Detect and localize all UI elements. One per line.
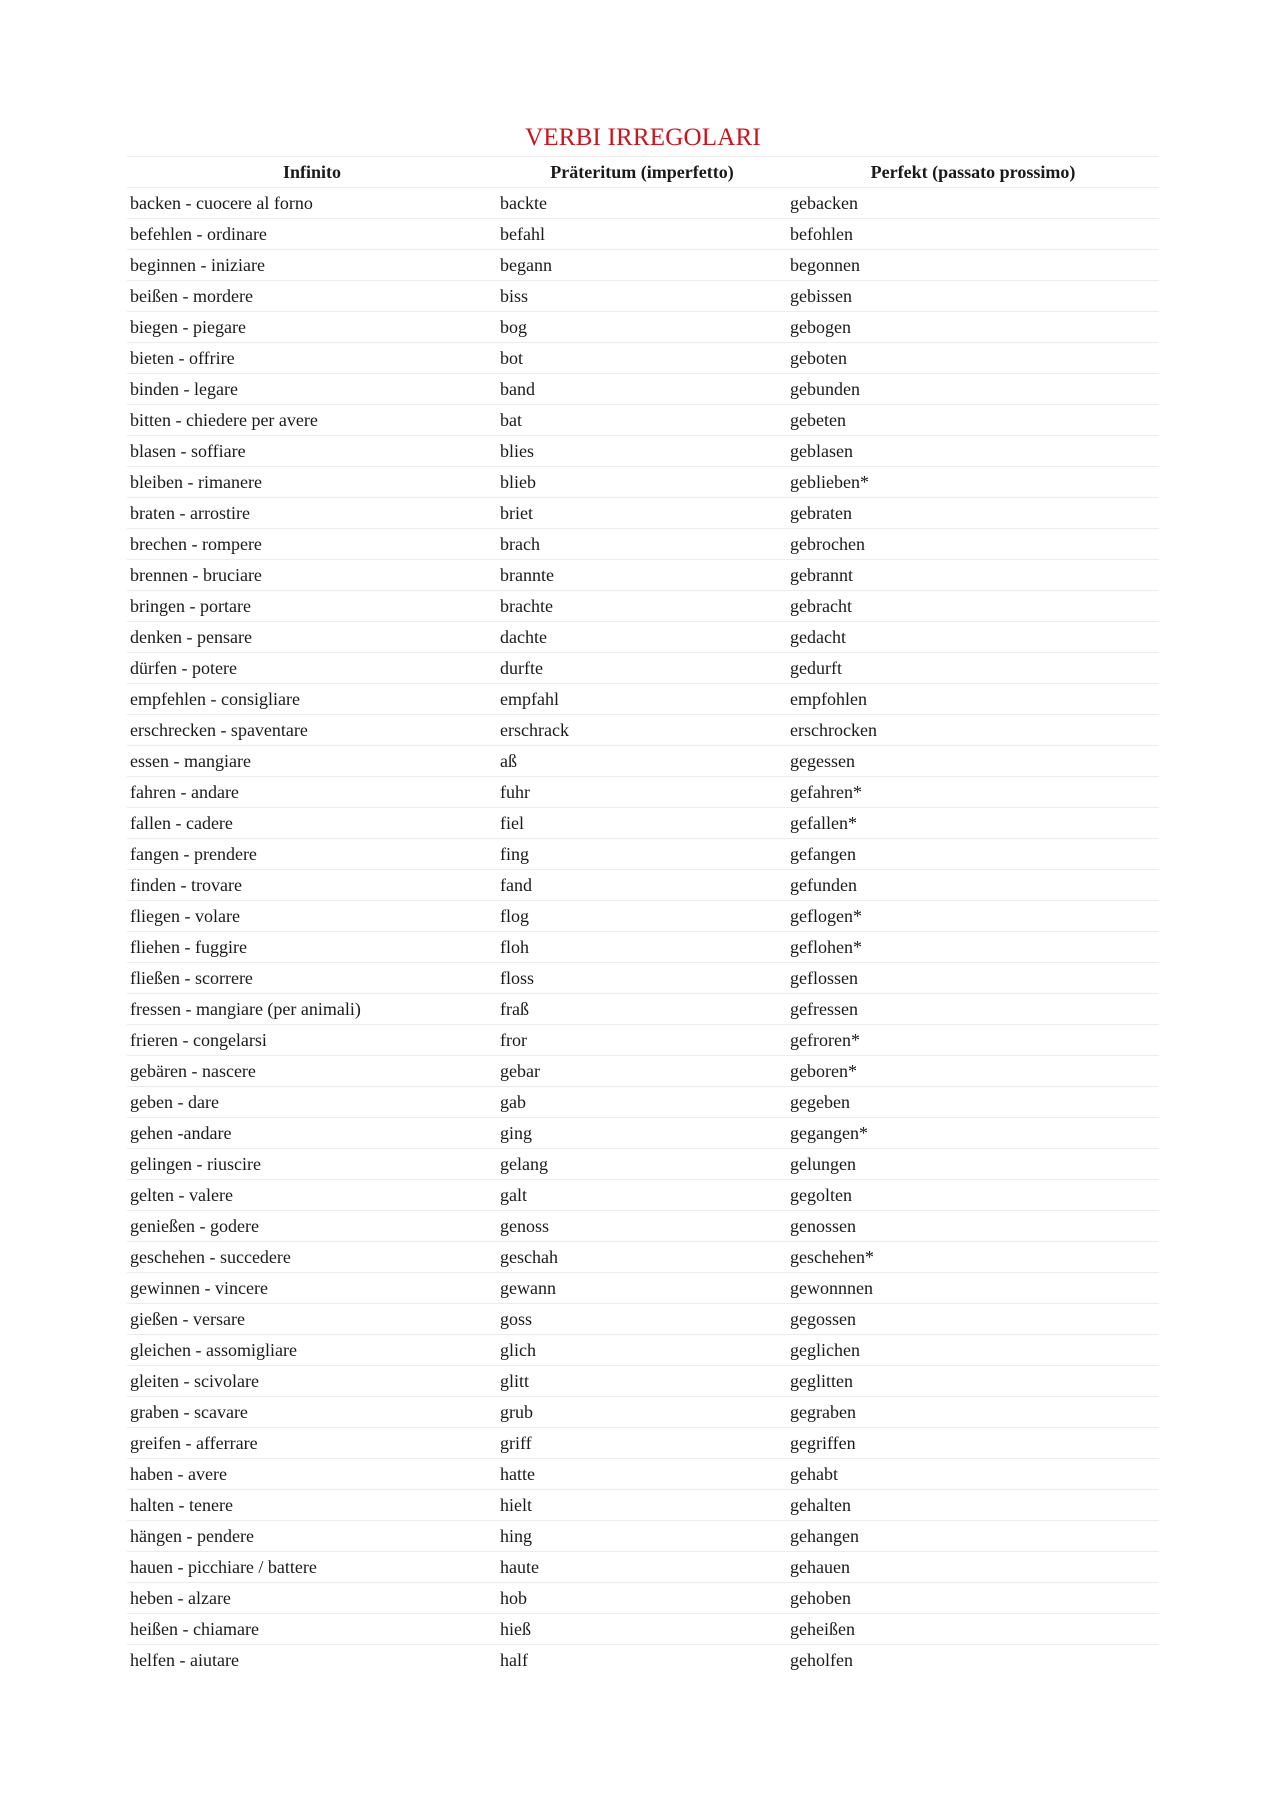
- table-row: [127, 1490, 1159, 1521]
- infinitive-cell: blasen - soffiare: [127, 436, 497, 467]
- prateritum-cell: fraß: [497, 994, 787, 1025]
- prateritum-cell: grub: [497, 1397, 787, 1428]
- prateritum-cell: brachte: [497, 591, 787, 622]
- table-row: [127, 653, 1159, 684]
- table-row: [127, 560, 1159, 591]
- perfekt-cell: gehoben: [787, 1583, 1159, 1614]
- table-row: [127, 746, 1159, 777]
- table-row: [127, 591, 1159, 622]
- prateritum-cell: hing: [497, 1521, 787, 1552]
- prateritum-cell: gelang: [497, 1149, 787, 1180]
- infinitive-cell: graben - scavare: [127, 1397, 497, 1428]
- perfekt-cell: genossen: [787, 1211, 1159, 1242]
- prateritum-cell: hob: [497, 1583, 787, 1614]
- perfekt-cell: gegeben: [787, 1087, 1159, 1118]
- table-row: [127, 1552, 1159, 1583]
- perfekt-cell: geflossen: [787, 963, 1159, 994]
- perfekt-cell: geboten: [787, 343, 1159, 374]
- prateritum-cell: empfahl: [497, 684, 787, 715]
- perfekt-cell: gegriffen: [787, 1428, 1159, 1459]
- infinitive-cell: gelten - valere: [127, 1180, 497, 1211]
- infinitive-cell: gelingen - riuscire: [127, 1149, 497, 1180]
- infinitive-cell: fressen - mangiare (per animali): [127, 994, 497, 1025]
- table-row: [127, 467, 1159, 498]
- perfekt-cell: geglichen: [787, 1335, 1159, 1366]
- infinitive-cell: greifen - afferrare: [127, 1428, 497, 1459]
- infinitive-cell: essen - mangiare: [127, 746, 497, 777]
- infinitive-cell: fliegen - volare: [127, 901, 497, 932]
- perfekt-cell: gefallen*: [787, 808, 1159, 839]
- infinitive-cell: geschehen - succedere: [127, 1242, 497, 1273]
- prateritum-cell: glich: [497, 1335, 787, 1366]
- infinitive-cell: gebären - nascere: [127, 1056, 497, 1087]
- perfekt-cell: gebissen: [787, 281, 1159, 312]
- table-row: [127, 498, 1159, 529]
- document-page: [127, 120, 1159, 1675]
- table-body: [127, 188, 1159, 1676]
- perfekt-cell: gehauen: [787, 1552, 1159, 1583]
- prateritum-cell: bot: [497, 343, 787, 374]
- infinitive-cell: bitten - chiedere per avere: [127, 405, 497, 436]
- prateritum-cell: brannte: [497, 560, 787, 591]
- prateritum-cell: genoss: [497, 1211, 787, 1242]
- table-row: [127, 219, 1159, 250]
- prateritum-cell: gebar: [497, 1056, 787, 1087]
- prateritum-cell: backte: [497, 188, 787, 219]
- table-row: [127, 684, 1159, 715]
- table-row: [127, 436, 1159, 467]
- infinitive-cell: braten - arrostire: [127, 498, 497, 529]
- perfekt-cell: gehangen: [787, 1521, 1159, 1552]
- infinitive-cell: hauen - picchiare / battere: [127, 1552, 497, 1583]
- perfekt-cell: empfohlen: [787, 684, 1159, 715]
- perfekt-cell: gedacht: [787, 622, 1159, 653]
- prateritum-cell: briet: [497, 498, 787, 529]
- table-row: [127, 188, 1159, 219]
- perfekt-cell: geheißen: [787, 1614, 1159, 1645]
- prateritum-cell: dachte: [497, 622, 787, 653]
- table-row: [127, 1211, 1159, 1242]
- table-row: [127, 312, 1159, 343]
- prateritum-cell: hieß: [497, 1614, 787, 1645]
- table-row: [127, 1273, 1159, 1304]
- perfekt-cell: geholfen: [790, 1649, 853, 1670]
- table-row: [127, 529, 1159, 560]
- perfekt-cell: gehalten: [787, 1490, 1159, 1521]
- prateritum-cell: griff: [497, 1428, 787, 1459]
- column-header-perfekt: Perfekt (passato prossimo): [787, 157, 1159, 188]
- infinitive-cell: fangen - prendere: [127, 839, 497, 870]
- prateritum-cell: fror: [497, 1025, 787, 1056]
- perfekt-cell: gefangen: [787, 839, 1159, 870]
- column-header-prateritum: Präteritum (imperfetto): [497, 157, 787, 188]
- prateritum-cell: befahl: [497, 219, 787, 250]
- infinitive-cell: gleichen - assomigliare: [127, 1335, 497, 1366]
- prateritum-cell: ging: [497, 1118, 787, 1149]
- table-row: [127, 963, 1159, 994]
- table-row: [127, 994, 1159, 1025]
- table-row: [127, 343, 1159, 374]
- infinitive-cell: fallen - cadere: [127, 808, 497, 839]
- infinitive-cell: geben - dare: [127, 1087, 497, 1118]
- table-row: [127, 622, 1159, 653]
- prateritum-cell: goss: [497, 1304, 787, 1335]
- infinitive-cell: denken - pensare: [127, 622, 497, 653]
- prateritum-cell: blies: [497, 436, 787, 467]
- prateritum-cell: hatte: [497, 1459, 787, 1490]
- perfekt-cell: gelungen: [787, 1149, 1159, 1180]
- infinitive-cell: beginnen - iniziare: [127, 250, 497, 281]
- prateritum-cell: fand: [497, 870, 787, 901]
- perfekt-cell: gebacken: [787, 188, 1159, 219]
- prateritum-cell: geschah: [497, 1242, 787, 1273]
- perfekt-cell: gebraten: [787, 498, 1159, 529]
- table-row: [127, 1118, 1159, 1149]
- table-row: [127, 1428, 1159, 1459]
- table-row: [127, 1180, 1159, 1211]
- infinitive-cell: gewinnen - vincere: [127, 1273, 497, 1304]
- perfekt-cell: gegraben: [787, 1397, 1159, 1428]
- prateritum-cell: haute: [497, 1552, 787, 1583]
- infinitive-cell: finden - trovare: [127, 870, 497, 901]
- infinitive-cell: fließen - scorrere: [127, 963, 497, 994]
- perfekt-cell: geflogen*: [787, 901, 1159, 932]
- perfekt-cell: geschehen*: [787, 1242, 1159, 1273]
- table-row: [127, 1366, 1159, 1397]
- prateritum-cell: band: [497, 374, 787, 405]
- table-row: [127, 870, 1159, 901]
- prateritum-cell: biss: [497, 281, 787, 312]
- infinitive-cell: frieren - congelarsi: [127, 1025, 497, 1056]
- infinitive-cell: backen - cuocere al forno: [127, 188, 497, 219]
- perfekt-cell: gegolten: [787, 1180, 1159, 1211]
- prateritum-cell: fiel: [497, 808, 787, 839]
- infinitive-cell: haben - avere: [127, 1459, 497, 1490]
- perfekt-cell: gehabt: [787, 1459, 1159, 1490]
- table-row: [127, 1645, 1159, 1676]
- perfekt-cell: gebogen: [787, 312, 1159, 343]
- prateritum-cell: aß: [497, 746, 787, 777]
- prateritum-cell: begann: [497, 250, 787, 281]
- table-row: [127, 932, 1159, 963]
- perfekt-cell: gegossen: [787, 1304, 1159, 1335]
- perfekt-cell: gebrochen: [787, 529, 1159, 560]
- infinitive-cell: biegen - piegare: [127, 312, 497, 343]
- table-row: [127, 1521, 1159, 1552]
- prateritum-cell: erschrack: [497, 715, 787, 746]
- prateritum-cell: hielt: [497, 1490, 787, 1521]
- perfekt-cell: gefunden: [787, 870, 1159, 901]
- table-row: [127, 1087, 1159, 1118]
- perfekt-cell: gewonnnen: [787, 1273, 1159, 1304]
- table-row: [127, 1304, 1159, 1335]
- table-row: [127, 839, 1159, 870]
- table-row: [127, 1583, 1159, 1614]
- perfekt-cell: gegessen: [787, 746, 1159, 777]
- prateritum-cell: gab: [497, 1087, 787, 1118]
- prateritum-cell: brach: [497, 529, 787, 560]
- document-title: VERBI IRREGOLARI: [525, 124, 761, 151]
- perfekt-cell: geboren*: [787, 1056, 1159, 1087]
- prateritum-cell: fuhr: [497, 777, 787, 808]
- prateritum-cell: bog: [497, 312, 787, 343]
- infinitive-cell: gießen - versare: [127, 1304, 497, 1335]
- irregular-verbs-table: [127, 156, 1159, 1675]
- table-row: [127, 374, 1159, 405]
- prateritum-cell: flog: [497, 901, 787, 932]
- infinitive-cell: beißen - mordere: [127, 281, 497, 312]
- perfekt-cell: gebrannt: [787, 560, 1159, 591]
- perfekt-cell: gebeten: [787, 405, 1159, 436]
- perfekt-cell: geblasen: [787, 436, 1159, 467]
- prateritum-cell: floh: [497, 932, 787, 963]
- prateritum-cell: galt: [497, 1180, 787, 1211]
- perfekt-cell: erschrocken: [787, 715, 1159, 746]
- table-row: [127, 250, 1159, 281]
- table-row: [127, 1242, 1159, 1273]
- infinitive-cell: bieten - offrire: [127, 343, 497, 374]
- infinitive-cell: binden - legare: [127, 374, 497, 405]
- table-row: [127, 1397, 1159, 1428]
- infinitive-cell: brennen - bruciare: [127, 560, 497, 591]
- infinitive-cell: brechen - rompere: [127, 529, 497, 560]
- prateritum-cell: fing: [497, 839, 787, 870]
- infinitive-cell: helfen - aiutare: [130, 1649, 239, 1670]
- prateritum-cell: durfte: [497, 653, 787, 684]
- table-header-row: [127, 157, 1159, 188]
- infinitive-cell: dürfen - potere: [127, 653, 497, 684]
- table-row: [127, 1614, 1159, 1645]
- perfekt-cell: gefressen: [787, 994, 1159, 1025]
- perfekt-cell: gefroren*: [787, 1025, 1159, 1056]
- perfekt-cell: geblieben*: [787, 467, 1159, 498]
- prateritum-cell: glitt: [497, 1366, 787, 1397]
- infinitive-cell: gleiten - scivolare: [127, 1366, 497, 1397]
- table-row: [127, 1056, 1159, 1087]
- perfekt-cell: geglitten: [787, 1366, 1159, 1397]
- table-row: [127, 1459, 1159, 1490]
- prateritum-cell: bat: [497, 405, 787, 436]
- table-row: [127, 901, 1159, 932]
- infinitive-cell: bleiben - rimanere: [127, 467, 497, 498]
- infinitive-cell: befehlen - ordinare: [127, 219, 497, 250]
- perfekt-cell: gegangen*: [787, 1118, 1159, 1149]
- table-row: [127, 1025, 1159, 1056]
- infinitive-cell: gehen -andare: [127, 1118, 497, 1149]
- prateritum-cell: blieb: [497, 467, 787, 498]
- table-row: [127, 715, 1159, 746]
- prateritum-cell: half: [500, 1649, 528, 1670]
- infinitive-cell: erschrecken - spaventare: [127, 715, 497, 746]
- infinitive-cell: empfehlen - consigliare: [127, 684, 497, 715]
- perfekt-cell: begonnen: [787, 250, 1159, 281]
- infinitive-cell: fliehen - fuggire: [127, 932, 497, 963]
- infinitive-cell: halten - tenere: [127, 1490, 497, 1521]
- perfekt-cell: gebracht: [787, 591, 1159, 622]
- table-row: [127, 777, 1159, 808]
- table-row: [127, 1149, 1159, 1180]
- perfekt-cell: geflohen*: [787, 932, 1159, 963]
- table-row: [127, 808, 1159, 839]
- infinitive-cell: heißen - chiamare: [127, 1614, 497, 1645]
- prateritum-cell: gewann: [497, 1273, 787, 1304]
- infinitive-cell: hängen - pendere: [127, 1521, 497, 1552]
- table-row: [127, 281, 1159, 312]
- perfekt-cell: gedurft: [787, 653, 1159, 684]
- column-header-infinito: Infinito: [127, 157, 497, 188]
- infinitive-cell: genießen - godere: [127, 1211, 497, 1242]
- infinitive-cell: fahren - andare: [127, 777, 497, 808]
- prateritum-cell: floss: [497, 963, 787, 994]
- perfekt-cell: befohlen: [787, 219, 1159, 250]
- table-row: [127, 1335, 1159, 1366]
- perfekt-cell: gefahren*: [787, 777, 1159, 808]
- perfekt-cell: gebunden: [787, 374, 1159, 405]
- table-row: [127, 405, 1159, 436]
- infinitive-cell: bringen - portare: [127, 591, 497, 622]
- infinitive-cell: heben - alzare: [127, 1583, 497, 1614]
